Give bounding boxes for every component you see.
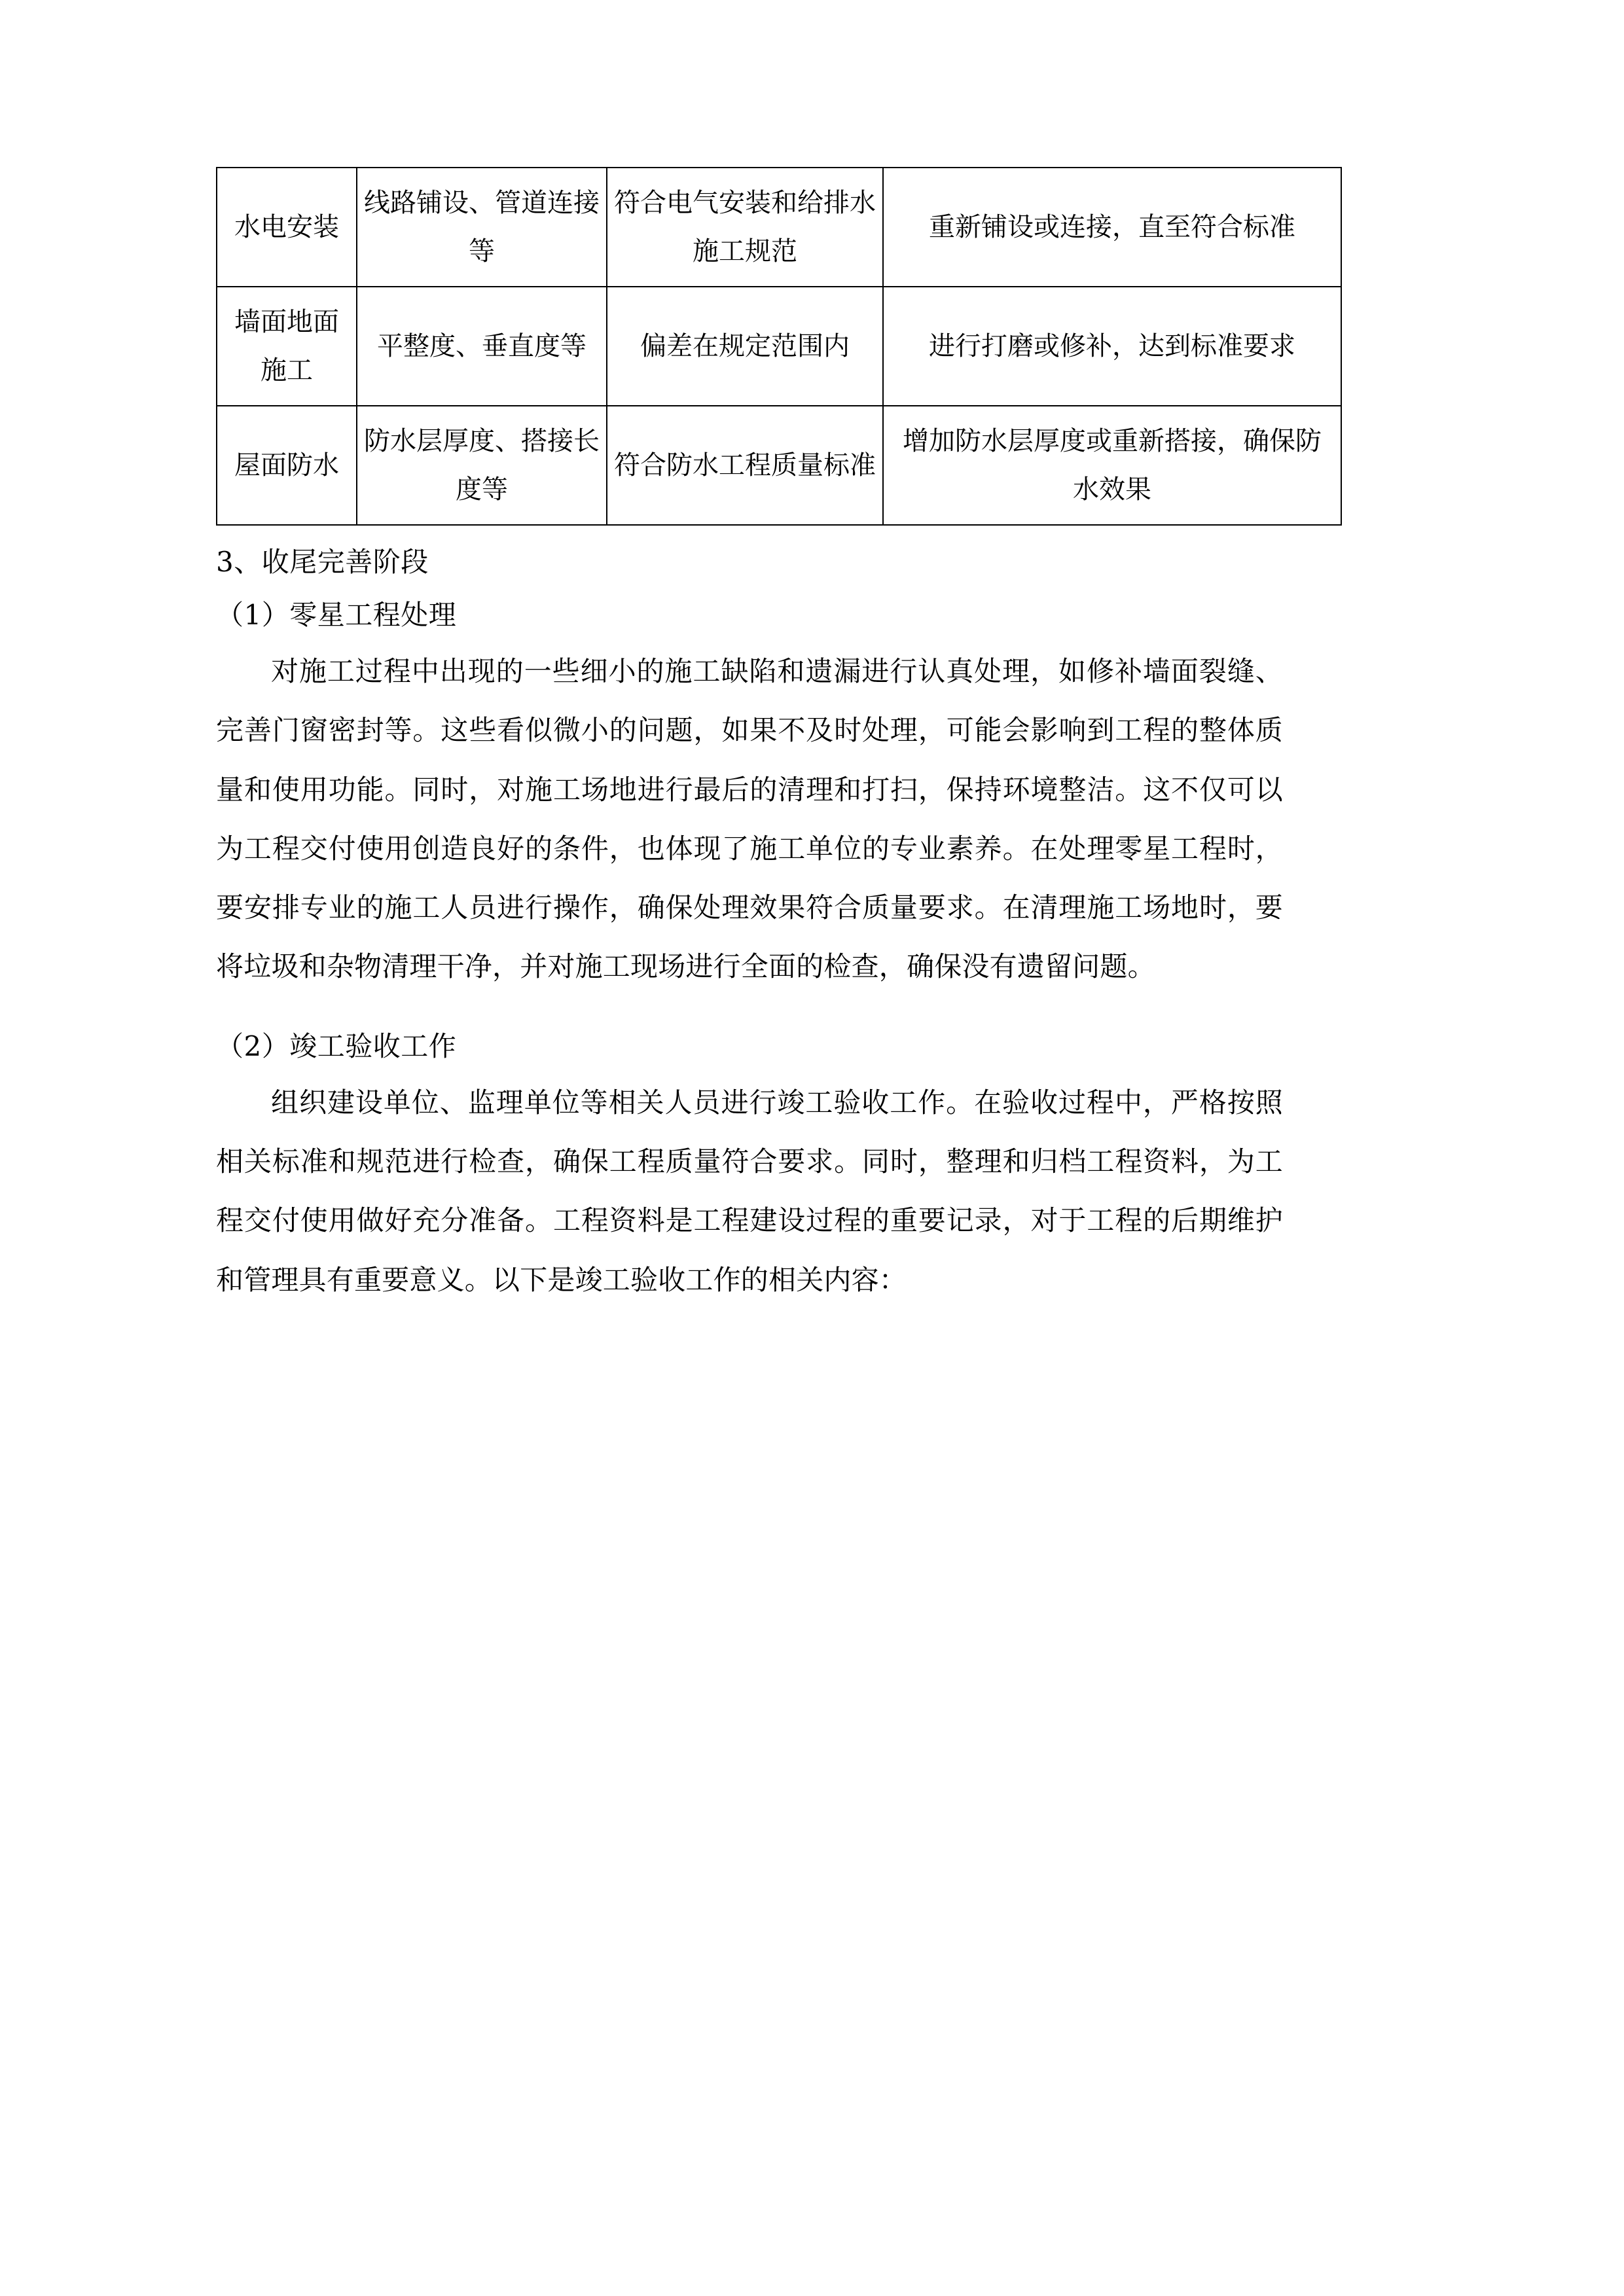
- table-cell-measure: 重新铺设或连接，直至符合标准: [883, 168, 1341, 287]
- table-cell-standard: 偏差在规定范围内: [607, 287, 883, 406]
- paragraph-spacer: [216, 997, 1283, 1014]
- subsection-2-paragraph: 组织建设单位、监理单位等相关人员进行竣工验收工作。在验收过程中，严格按照相关标准和规范进行检查，确保工程质量符合要求。同时，整理和归档工程资料，为工程交付使用做好充分准备。工程资料是工程建设过程的重要记录，对于工程的后期维护和管理具有重要意义。以下是竣工验收工作的相关内容：: [216, 1086, 1283, 1296]
- table-row: [217, 287, 1341, 406]
- table-cell-item: 水电安装: [217, 168, 357, 287]
- table-cell-measure: 增加防水层厚度或重新搭接，确保防水效果: [883, 406, 1341, 525]
- quality-control-table: [216, 167, 1342, 526]
- subsection-1-heading: （1）零星工程处理: [216, 599, 457, 631]
- table-row: [217, 406, 1341, 525]
- page-content: [216, 167, 1322, 1310]
- table-cell-check: 平整度、垂直度等: [357, 287, 607, 406]
- table-cell-standard: 符合防水工程质量标准: [607, 406, 883, 525]
- table-cell-item: 墙面地面施工: [217, 287, 357, 406]
- table-cell-standard: 符合电气安装和给排水施工规范: [607, 168, 883, 287]
- table-row: [217, 168, 1341, 287]
- table-cell-check: 防水层厚度、搭接长度等: [357, 406, 607, 525]
- subsection-1-paragraph: 对施工过程中出现的一些细小的施工缺陷和遗漏进行认真处理，如修补墙面裂缝、完善门窗密封等。这些看似微小的问题，如果不及时处理，可能会影响到工程的整体质量和使用功能。同时，对施工场地进行最后的清理和打扫，保持环境整洁。这不仅可以为工程交付使用创造良好的条件，也体现了施工单位的专业素养。在处理零星工程时，要安排专业的施工人员进行操作，确保处理效果符合质量要求。在清理施工场地时，要将垃圾和杂物清理干净，并对施工现场进行全面的检查，确保没有遗留问题。: [216, 655, 1283, 983]
- subsection-2-heading: （2）竣工验收工作: [216, 1030, 457, 1062]
- table-cell-check: 线路铺设、管道连接等: [357, 168, 607, 287]
- table-cell-measure: 进行打磨或修补，达到标准要求: [883, 287, 1341, 406]
- table-cell-item: 屋面防水: [217, 406, 357, 525]
- table-body: [217, 168, 1341, 525]
- section-heading: 3、收尾完善阶段: [216, 546, 429, 578]
